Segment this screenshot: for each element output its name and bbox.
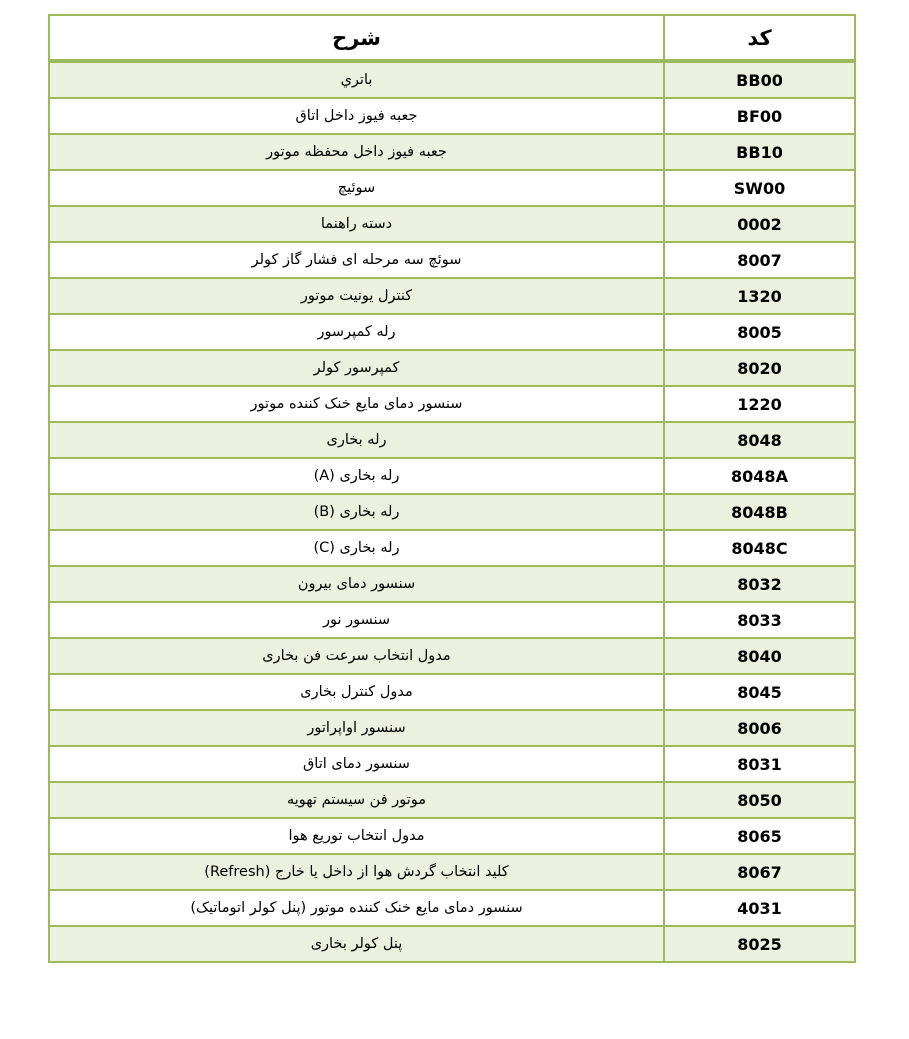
table-row (49, 422, 855, 458)
row-description-cell: پنل کولر بخاری (49, 926, 664, 962)
row-description-cell: رله بخاری (C) (49, 530, 664, 566)
row-code-cell: 8065 (664, 818, 855, 854)
row-code-cell: 8067 (664, 854, 855, 890)
table-row (49, 638, 855, 674)
row-code-cell: 8048 (664, 422, 855, 458)
table-row (49, 602, 855, 638)
parts-code-table-container (50, 14, 856, 963)
row-code-cell: 8048C (664, 530, 855, 566)
row-code-cell: 1320 (664, 278, 855, 314)
table-body (49, 61, 855, 962)
table-row (49, 746, 855, 782)
row-code-cell: 8005 (664, 314, 855, 350)
row-description-cell: کمپرسور کولر (49, 350, 664, 386)
row-description-cell: جعبه فیوز داخل اتاق (49, 98, 664, 134)
row-code-cell: 8048A (664, 458, 855, 494)
table-row (49, 494, 855, 530)
table-row (49, 278, 855, 314)
row-code-cell: 0002 (664, 206, 855, 242)
table-row (49, 170, 855, 206)
row-code-cell: 8033 (664, 602, 855, 638)
row-code-cell: BF00 (664, 98, 855, 134)
row-description-cell: رله بخاری (B) (49, 494, 664, 530)
row-code-cell: 8020 (664, 350, 855, 386)
row-description-cell: رله بخاری (A) (49, 458, 664, 494)
row-description-cell: کنترل یونیت موتور (49, 278, 664, 314)
code-column-header: کد (664, 15, 855, 61)
table-row (49, 350, 855, 386)
row-code-cell: 8048B (664, 494, 855, 530)
table-row (49, 782, 855, 818)
row-code-cell: 8007 (664, 242, 855, 278)
row-description-cell: سنسور دمای اتاق (49, 746, 664, 782)
row-description-cell: سنسور دمای مایع خنک کننده موتور (49, 386, 664, 422)
row-code-cell: 8025 (664, 926, 855, 962)
table-row (49, 98, 855, 134)
table-row (49, 134, 855, 170)
row-description-cell: سنسور دمای بیرون (49, 566, 664, 602)
table-row (49, 458, 855, 494)
row-description-cell: سنسور اواپراتور (49, 710, 664, 746)
row-description-cell: جعبه فیوز داخل محفظه موتور (49, 134, 664, 170)
row-description-cell: مدول انتخاب توریع هوا (49, 818, 664, 854)
table-row (49, 314, 855, 350)
row-code-cell: 8031 (664, 746, 855, 782)
table-row (49, 386, 855, 422)
row-description-cell: موتور فن سیستم تهویه (49, 782, 664, 818)
row-code-cell: SW00 (664, 170, 855, 206)
table-row (49, 710, 855, 746)
table-row (49, 890, 855, 926)
row-code-cell: 1220 (664, 386, 855, 422)
description-column-header: شرح (49, 15, 664, 61)
table-row (49, 674, 855, 710)
table-row (49, 566, 855, 602)
table-row (49, 530, 855, 566)
row-code-cell: 8006 (664, 710, 855, 746)
table-row (49, 854, 855, 890)
parts-code-table (48, 14, 856, 963)
row-description-cell: مدول کنترل بخاری (49, 674, 664, 710)
row-description-cell: مدول انتخاب سرعت فن بخاری (49, 638, 664, 674)
row-code-cell: 4031 (664, 890, 855, 926)
row-description-cell: سنسور دمای مایع خنک کننده موتور (پنل کولر اتوماتیک) (49, 890, 664, 926)
row-description-cell: سنسور نور (49, 602, 664, 638)
row-code-cell: BB00 (664, 61, 855, 98)
row-description-cell: سوئیچ (49, 170, 664, 206)
row-description-cell: باتري (49, 61, 664, 98)
row-code-cell: 8032 (664, 566, 855, 602)
row-description-cell: کلید انتخاب گردش هوا از داخل یا خارج (Refresh) (49, 854, 664, 890)
row-code-cell: 8050 (664, 782, 855, 818)
row-description-cell: سوئچ سه مرحله ای فشار گاز کولر (49, 242, 664, 278)
table-row (49, 926, 855, 962)
row-code-cell: 8040 (664, 638, 855, 674)
row-code-cell: BB10 (664, 134, 855, 170)
row-description-cell: رله بخاری (49, 422, 664, 458)
table-row (49, 242, 855, 278)
table-row (49, 206, 855, 242)
row-code-cell: 8045 (664, 674, 855, 710)
row-description-cell: دسته راهنما (49, 206, 664, 242)
table-header-row (49, 15, 855, 61)
table-row (49, 818, 855, 854)
row-description-cell: رله کمپرسور (49, 314, 664, 350)
table-row (49, 61, 855, 98)
